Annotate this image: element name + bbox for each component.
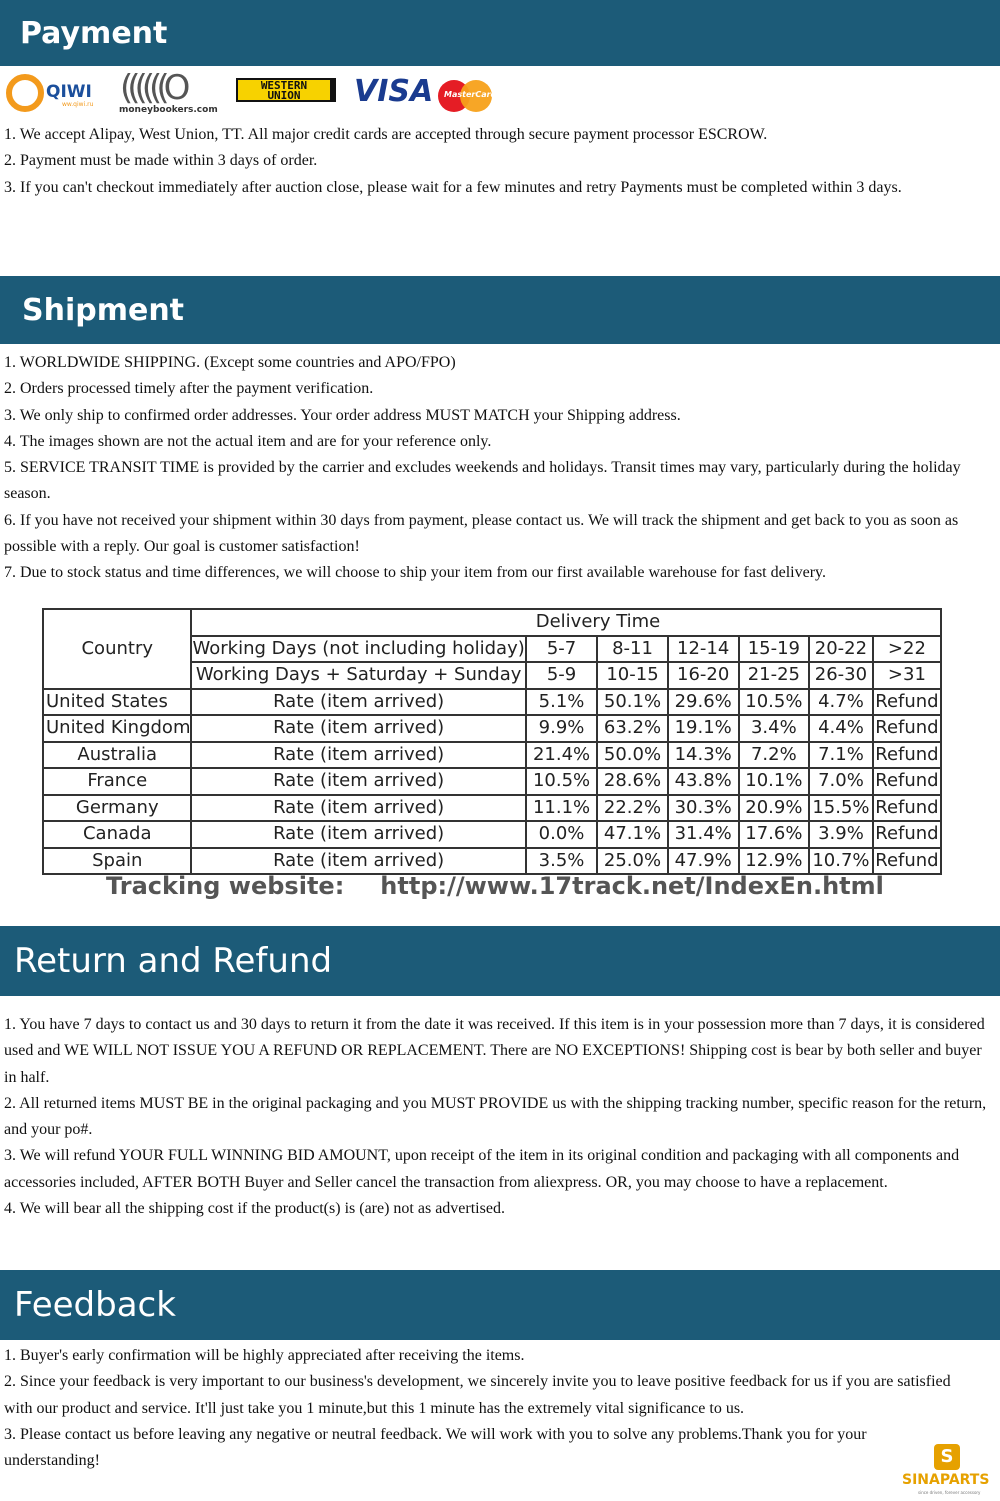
table-cell: 10.5% (739, 689, 809, 716)
table-cell: 3.4% (739, 715, 809, 742)
table-cell: >31 (873, 662, 941, 689)
table-cell: 28.6% (597, 768, 667, 795)
country-cell: United States (43, 689, 191, 716)
shipment-header (0, 276, 1000, 344)
table-cell: 8-11 (597, 636, 667, 663)
visa-logo: VISA (354, 74, 434, 109)
shipment-title: Shipment (22, 292, 185, 328)
payment-logos: QIWI ww.qiwi.ru ((((((O moneybookers.com WESTERN UNION VISA MasterCard (6, 68, 496, 122)
table-row (43, 848, 941, 875)
country-cell: United Kingdom (43, 715, 191, 742)
payment-item: 1. We accept Alipay, West Union, TT. All major credit cards are accepted through secure payment processor ESCROW. (4, 126, 768, 143)
table-cell: 21-25 (739, 662, 809, 689)
table-cell: 12-14 (668, 636, 739, 663)
table-cell: Refund (873, 689, 941, 716)
table-cell: 7.1% (809, 742, 873, 769)
table-cell: 47.9% (668, 848, 739, 875)
payment-title: Payment (20, 15, 168, 51)
shipment-item: 5. SERVICE TRANSIT TIME is provided by the carrier and excludes weekends and holidays. Transit times may vary, particularly during the holiday season. (4, 459, 961, 503)
shipment-item: 3. We only ship to confirmed order addresses. Your order address MUST MATCH your Shipping address. (4, 406, 681, 424)
table-cell: 43.8% (668, 768, 739, 795)
shipment-item: 2. Orders processed timely after the payment verification. (4, 380, 374, 398)
table-cell: 19.1% (668, 715, 739, 742)
table-row (43, 715, 941, 742)
table-cell: 63.2% (597, 715, 667, 742)
table-cell: Refund (873, 715, 941, 742)
table-row (43, 768, 941, 795)
return-item: 3. We will refund YOUR FULL WINNING BID AMOUNT, upon receipt of the item in its original condition and packaging with all components and accessories included, AFTER BOTH Buyer and Seller cancel the transaction from aliexpress. OR, you may choose to have a replacement. (4, 1147, 960, 1191)
table-cell: 10.7% (809, 848, 873, 875)
table-cell: 50.0% (597, 742, 667, 769)
table-cell: 0.0% (526, 821, 598, 848)
return-refund-terms (4, 1012, 994, 1222)
country-cell: Canada (43, 821, 191, 848)
return-item: 2. All returned items MUST BE in the original packaging and you MUST PROVIDE us with the shipping tracking number, specific reason for the return, and your po#. (4, 1094, 987, 1139)
shipment-item: 6. If you have not received your shipment within 30 days from payment, please contact us. We will track the shipment and get back to you as soon as possible with a reply. Our goal is customer satisfaction! (4, 511, 959, 556)
table-cell: 10.1% (739, 768, 809, 795)
rate-label-cell: Rate (item arrived) (191, 821, 525, 848)
payment-terms (4, 122, 994, 201)
table-cell: Refund (873, 768, 941, 795)
return-item: 4. We will bear all the shipping cost if the product(s) is (are) not as advertised. (4, 1200, 505, 1218)
western-union-logo: WESTERN UNION (236, 78, 332, 102)
table-cell: 7.2% (739, 742, 809, 769)
table-cell: 20-22 (809, 636, 873, 663)
country-cell: Australia (43, 742, 191, 769)
table-row (43, 742, 941, 769)
return-refund-title: Return and Refund (14, 941, 333, 981)
western-union-bar-icon (330, 78, 336, 102)
country-cell: Germany (43, 795, 191, 822)
table-cell: 20.9% (739, 795, 809, 822)
delivery-time-table (42, 608, 942, 875)
table-cell: 31.4% (668, 821, 739, 848)
mastercard-logo: MasterCard (438, 80, 494, 112)
table-cell: 4.4% (809, 715, 873, 742)
shipment-item: 4. The images shown are not the actual item and are for your reference only. (4, 432, 492, 450)
payment-header (0, 0, 1000, 66)
table-cell: 22.2% (597, 795, 667, 822)
table-cell: 10-15 (597, 662, 667, 689)
feedback-terms (4, 1343, 960, 1474)
qiwi-q-icon (6, 74, 44, 112)
tracking-url-link[interactable]: http://www.17track.net/IndexEn.html (380, 872, 884, 900)
row-label: Working Days (not including holiday) (191, 636, 525, 663)
row-label: Working Days + Saturday + Sunday (191, 662, 525, 689)
brand-watermark (900, 1444, 996, 1498)
country-cell: France (43, 768, 191, 795)
table-cell: 10.5% (526, 768, 598, 795)
table-row (43, 689, 941, 716)
table-cell: 4.7% (809, 689, 873, 716)
rate-label-cell: Rate (item arrived) (191, 715, 525, 742)
table-cell: 29.6% (668, 689, 739, 716)
table-cell: 5-7 (526, 636, 598, 663)
tracking-line (106, 872, 884, 900)
rate-label-cell: Rate (item arrived) (191, 795, 525, 822)
table-cell: 21.4% (526, 742, 598, 769)
country-cell: Spain (43, 848, 191, 875)
table-cell: 50.1% (597, 689, 667, 716)
table-cell: >22 (873, 636, 941, 663)
table-cell: 5.1% (526, 689, 598, 716)
shipment-item: 7. Due to stock status and time differences, we will choose to ship your item from our first available warehouse for fast delivery. (4, 564, 826, 582)
table-cell: 15-19 (739, 636, 809, 663)
table-cell: 3.9% (809, 821, 873, 848)
brand-name: SINAPARTS (902, 1472, 990, 1488)
table-cell: 26-30 (809, 662, 873, 689)
rate-label-cell: Rate (item arrived) (191, 742, 525, 769)
country-header: Country (43, 609, 191, 689)
payment-item: 2. Payment must be made within 3 days of order. (4, 152, 318, 170)
table-cell: Refund (873, 848, 941, 875)
payment-item: 3. If you can't checkout immediately after auction close, please wait for a few minutes and retry Payments must be completed within 3 days. (4, 178, 902, 196)
brand-s-icon: S (934, 1444, 960, 1470)
table-row (43, 609, 941, 636)
rate-label-cell: Rate (item arrived) (191, 848, 525, 875)
table-cell: 15.5% (809, 795, 873, 822)
table-cell: Refund (873, 742, 941, 769)
table-cell: 47.1% (597, 821, 667, 848)
feedback-title: Feedback (14, 1285, 176, 1325)
table-cell: 9.9% (526, 715, 598, 742)
feedback-header (0, 1270, 1000, 1340)
table-cell: 25.0% (597, 848, 667, 875)
table-cell: 30.3% (668, 795, 739, 822)
feedback-item: 2. Since your feedback is very important to our business's development, we sincerely invite you to leave positive feedback for us if you are satisfied with our product and service. It'll just take you 1 minute,but this 1 minute has the extremely vital significance to us. (4, 1373, 951, 1417)
tracking-label: Tracking website: (106, 872, 345, 900)
feedback-item: 3. Please contact us before leaving any negative or neutral feedback. We will work with you to solve any problems.Thank you for your understanding! (4, 1425, 867, 1470)
table-cell: 7.0% (809, 768, 873, 795)
table-cell: 16-20 (668, 662, 739, 689)
rate-label-cell: Rate (item arrived) (191, 768, 525, 795)
delivery-time-header: Delivery Time (526, 609, 941, 636)
table-cell: Refund (873, 795, 941, 822)
moneybookers-waves-icon: ((((((O (120, 68, 185, 108)
brand-tagline: since driven, forever accessory (918, 1490, 981, 1495)
table-cell: 5-9 (526, 662, 598, 689)
table-cell: 14.3% (668, 742, 739, 769)
feedback-item: 1. Buyer's early confirmation will be highly appreciated after receiving the items. (4, 1347, 525, 1364)
rate-label-cell: Rate (item arrived) (191, 689, 525, 716)
table-cell: 11.1% (526, 795, 598, 822)
return-item: 1. You have 7 days to contact us and 30 days to return it from the date it was received. If this item is in your possession more than 7 days, it is considered used and WE WILL NOT ISSUE YOU A REFUND OR REPLACEMENT. There are NO EXCEPTIONS! Shipping cost is bear by both seller and buyer in half. (4, 1016, 985, 1086)
table-row (43, 795, 941, 822)
table-cell: Refund (873, 821, 941, 848)
table-cell: 17.6% (739, 821, 809, 848)
shipment-terms (4, 350, 994, 587)
table-row (43, 821, 941, 848)
table-cell: 3.5% (526, 848, 598, 875)
shipment-item: 1. WORLDWIDE SHIPPING. (Except some countries and APO/FPO) (4, 354, 456, 371)
table-cell: 12.9% (739, 848, 809, 875)
return-refund-header (0, 926, 1000, 996)
